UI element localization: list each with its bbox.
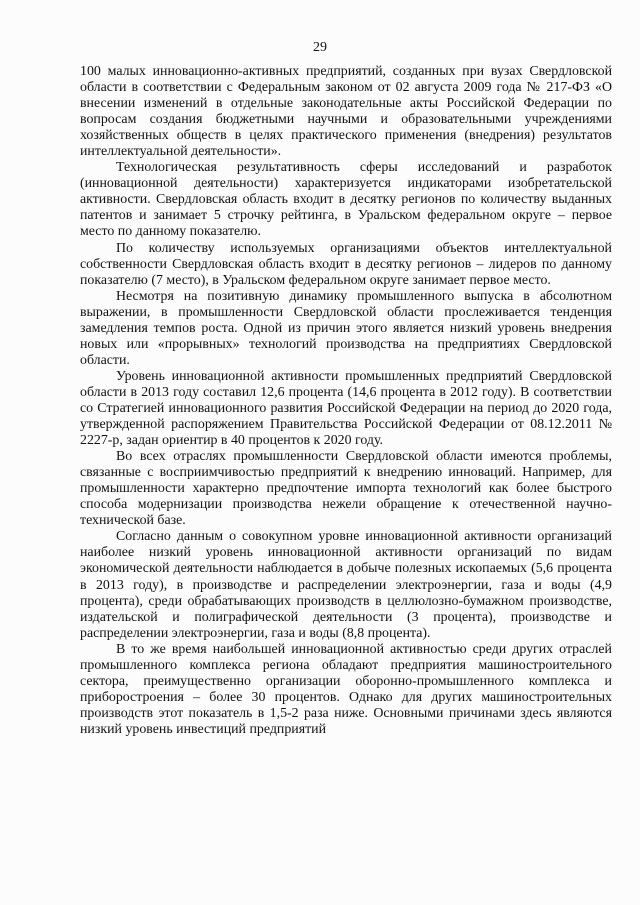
paragraph: Несмотря на позитивную динамику промышленного выпуска в абсолютном выражении, в промышленности Свердловской области прослеживается тенденция замедления темпов роста. Одной из причин этого является низкий уровень внедрения новых или «прорывных» технологий производства на предприятиях Свердловской области. (80, 288, 612, 368)
paragraph: По количеству используемых организациями объектов интеллектуальной собственности Свердловская область входит в десятку регионов – лидеров по данному показателю (7 место), в Уральском федеральном округе занимает первое место. (80, 240, 612, 288)
page-number: 29 (313, 40, 327, 55)
document-body (80, 64, 612, 738)
paragraph: Во всех отраслях промышленности Свердловской области имеются проблемы, связанные с восприимчивостью предприятий к внедрению инноваций. Например, для промышленности характерно предпочтение импорта технологий как более быстрого способа модернизации производства нежели обращение к отечественной научно-технической базе. (80, 449, 612, 529)
paragraph: Технологическая результативность сферы исследований и разработок (инновационной деятельности) характеризуется индикаторами изобретательской активности. Свердловская область входит в десятку регионов по количеству выданных патентов и занимает 5 строчку рейтинга, в Уральском федеральном округе – первое место по данному показателю. (80, 160, 612, 240)
paragraph: Согласно данным о совокупном уровне инновационной активности организаций наиболее низкий уровень инновационной активности организаций по видам экономической деятельности наблюдается в добыче полезных ископаемых (5,6 процента в 2013 году), в производстве и распределении электроэнергии, газа и воды (4,9 процента), среди обрабатывающих производств в целлюлозно-бумажном производстве, издательской и полиграфической деятельности (3 процента), производстве и распределении электроэнергии, газа и воды (8,8 процента). (80, 529, 612, 641)
paragraph: В то же время наибольшей инновационной активностью среди других отраслей промышленного комплекса региона обладают предприятия машиностроительного сектора, преимущественно организации оборонно-промышленного комплекса и приборостроения – более 30 процентов. Однако для других машиностроительных производств этот показатель в 1,5-2 раза ниже. Основными причинами здесь являются низкий уровень инвестиций предприятий (80, 641, 612, 737)
paragraph: 100 малых инновационно-активных предприятий, созданных при вузах Свердловской области в соответствии с Федеральным законом от 02 августа 2009 года № 217-ФЗ «О внесении изменений в отдельные законодательные акты Российской Федерации по вопросам создания бюджетными научными и образовательными учреждениями хозяйственных обществ в целях практического применения (внедрения) результатов интеллектуальной деятельности». (80, 64, 612, 160)
paragraph: Уровень инновационной активности промышленных предприятий Свердловской области в 2013 году составил 12,6 процента (14,6 процента в 2012 году). В соответствии со Стратегией инновационного развития Российской Федерации на период до 2020 года, утвержденной распоряжением Правительства Российской Федерации от 08.12.2011 № 2227-р, задан ориентир в 40 процентов к 2020 году. (80, 368, 612, 449)
